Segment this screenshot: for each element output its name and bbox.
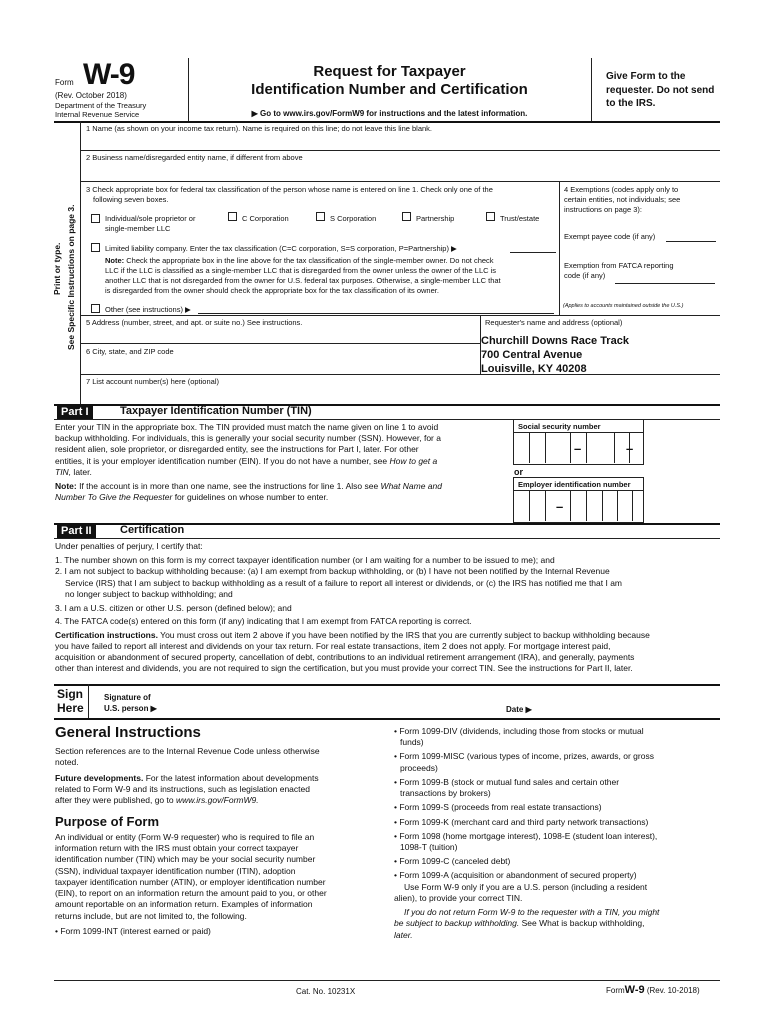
fatca-applies-note: (Applies to accounts maintained outside the U.S.) (563, 303, 684, 309)
line3-label-b: following seven boxes. (93, 195, 169, 204)
llc-classification-input[interactable] (510, 252, 556, 253)
print-or-type-label: Print or type. (52, 242, 62, 295)
llc-label: Limited liability company. Enter the tax classification (C=C corporation, S=S corporation, P=Partnership) ▶ (105, 244, 457, 253)
city-state-zip-input-area[interactable] (86, 357, 476, 371)
ssn-label: Social security number (518, 422, 601, 431)
requester-label: Requester's name and address (optional) (485, 318, 623, 327)
line1-label: 1 Name (as shown on your income tax return). Name is required on this line; do not leave this line blank. (86, 124, 433, 133)
general-instructions-heading: General Instructions (55, 724, 201, 741)
address-input-area[interactable] (86, 328, 476, 342)
part1-title: Taxpayer Identification Number (TIN) (120, 405, 312, 417)
part2-title: Certification (120, 524, 185, 536)
signature-label: Signature of U.S. person ▶ (104, 693, 157, 713)
requester-street: 700 Central Avenue (481, 349, 583, 361)
ssn-dash-2: – (626, 441, 634, 456)
line7-label: 7 List account number(s) here (optional) (86, 377, 219, 386)
c-corp-checkbox[interactable] (228, 212, 237, 221)
business-name-input-area[interactable] (86, 163, 716, 179)
account-number-input-area[interactable] (86, 387, 716, 401)
signature-input[interactable] (160, 690, 490, 714)
other-input[interactable] (198, 313, 554, 314)
line5-label: 5 Address (number, street, and apt. or suite no.) See instructions. (86, 318, 303, 327)
form-word: Form (55, 78, 74, 87)
part1-note: Note: If the account is in more than one name, see the instructions for line 1. Also see What Name and Number To Give the Requester for guidelines on whose number to enter. (55, 481, 442, 503)
section-references-text: Section references are to the Internal Revenue Code unless otherwise noted. (55, 746, 320, 768)
department: Department of the Treasury (55, 101, 147, 110)
form-title-line2: Identification Number and Certification (251, 81, 528, 98)
see-instructions-label: See Specific Instructions on page 3. (66, 204, 76, 350)
footer-form-id: FormW-9 (Rev. 10-2018) (606, 984, 700, 996)
exempt-payee-label: Exempt payee code (if any) (564, 232, 656, 241)
partnership-label: Partnership (416, 214, 455, 223)
fatca-label: Exemption from FATCA reporting code (if any) (564, 261, 674, 280)
purpose-text: An individual or entity (Form W-9 requester) who is required to file an information return with the IRS must obtain your correct taxpayer identification number (TIN) which may be your social security number (SSN), individual taxpayer identification number (ITIN), adoption taxpayer identification number (ATIN), or employer identification number (EIN), to report on an information return the amount paid to you, or other amount reportable on an information return. Examples of information returns include, but are not limited to, the following. • Form 1099-INT (interest earned or paid) (55, 832, 327, 936)
exempt-payee-input[interactable] (666, 241, 716, 242)
other-checkbox[interactable] (91, 304, 100, 313)
give-form-note: Give Form to the requester. Do not send to the IRS. (606, 71, 715, 109)
line3-label-a: 3 Check appropriate box for federal tax classification of the person whose name is entered on line 1. Check only one of the (86, 185, 493, 194)
certification-text: Under penalties of perjury, I certify that: 1. The number shown on this form is my correct taxpayer identification number (or I am waiting for a number to be issued to me); and 2. I am not subject to backup withholding because: (a) I am exempt from backup withholding, or (b) I have not been notified by the Internal Revenue Service (IRS) that I am subject to backup withholding as a result of a failure to report all interest or dividends, or (c) the IRS has notified me that I am no longer subject to backup withholding; and 3. I am a U.S. citizen or other U.S. person (defined below); and 4. The FATCA code(s) entered on this form (if any) indicating that I am exempt from FATCA reporting is correct. Certification instructions. You must cross out item 2 above if you have been notified by the IRS that you are currently subject to backup withholding because you have failed to report all interest and dividends on your tax return. For real estate transactions, item 2 does not apply. For mortgage interest paid, acquisition or abandonment of secured property, cancellation of debt, contributions to an individual retirement arrangement (IRA), and generally, payments other than interest and dividends, you are not required to sign the certification, but you must provide your correct TIN. See the instructions for Part II, later. (55, 541, 650, 674)
purpose-heading: Purpose of Form (55, 814, 160, 829)
ssn-label-box (513, 419, 644, 432)
part1-label: Part I (57, 405, 93, 419)
ein-dash: – (556, 499, 564, 514)
part2-label: Part II (57, 524, 96, 538)
part1-instructions: Enter your TIN in the appropriate box. The TIN provided must match the name given on line 1 to avoid backup withholding. For individuals, this is generally your social security number (SSN). However, for a resident alien, sole proprietor, or disregarded entity, see the instructions for Part I, later. For other entities, it is your employer identification number (EIN). If you do not have a number, see How to get a TIN, later. (55, 422, 441, 477)
or-label: or (514, 467, 523, 477)
llc-note: Note: Check the appropriate box in the line above for the tax classification of the single-member owner. Do not check LLC if the LLC is classified as a single-member LLC that is disregarded from the owner unless the owner of the LLC is another LLC that is not disregarded from the owner for U.S. federal tax purposes. Otherwise, a single-member LLC that is disregarded from the owner should check the appropriate box for the tax classification of its owner. (105, 256, 501, 295)
partnership-checkbox[interactable] (402, 212, 411, 221)
trust-estate-checkbox[interactable] (486, 212, 495, 221)
exemptions-label: 4 Exemptions (codes apply only to certain entities, not individuals; see instructions on page 3): (564, 185, 681, 214)
date-input[interactable] (540, 694, 715, 714)
revision-date: (Rev. October 2018) (55, 91, 127, 100)
name-input-area[interactable] (86, 133, 716, 149)
s-corp-checkbox[interactable] (316, 212, 325, 221)
ein-label-box (513, 477, 644, 490)
sign-here-label: Sign Here (57, 687, 84, 716)
instructions-link[interactable]: ▶ Go to www.irs.gov/FormW9 for instructions and the latest information. (251, 109, 528, 118)
ssn-dash-1: – (574, 441, 582, 456)
other-label: Other (see instructions) ▶ (105, 305, 191, 314)
line6-label: 6 City, state, and ZIP code (86, 347, 174, 356)
form-title-line1: Request for Taxpayer (313, 63, 466, 80)
irs-agency: Internal Revenue Service (55, 110, 140, 119)
requester-name: Churchill Downs Race Track (481, 335, 629, 347)
line2-label: 2 Business name/disregarded entity name, if different from above (86, 153, 303, 162)
ssn-input[interactable] (513, 432, 644, 465)
form-number: W-9 (83, 58, 135, 91)
trust-estate-label: Trust/estate (500, 214, 540, 223)
requester-city: Louisville, KY 40208 (481, 363, 587, 375)
c-corp-label: C Corporation (242, 214, 289, 223)
llc-checkbox[interactable] (91, 243, 100, 252)
fatca-code-input[interactable] (615, 283, 715, 284)
catalog-number: Cat. No. 10231X (296, 987, 356, 996)
individual-label: Individual/sole proprietor or single-member LLC (105, 214, 196, 233)
individual-checkbox[interactable] (91, 214, 100, 223)
s-corp-label: S Corporation (330, 214, 377, 223)
future-developments-text: Future developments. For the latest information about developments related to Form W-9 and its instructions, such as legislation enacted after they were published, go to www.irs.gov/FormW9. (55, 773, 319, 806)
ein-input[interactable] (513, 490, 644, 523)
date-label: Date ▶ (506, 705, 532, 714)
ein-label: Employer identification number (518, 480, 631, 489)
form-header (0, 0, 770, 130)
forms-list: • Form 1099-DIV (dividends, including those from stocks or mutual funds) • Form 1099-MISC (various types of income, prizes, awards, or gross proceeds) • Form 1099-B (stock or mutual fund sales and certain other transactions by brokers) • Form 1099-S (proceeds from real estate transactions) • Form 1099-K (merchant card and third party network transactions) • Form 1098 (home mortgage interest), 1098-E (student loan interest), 1098-T (tuition) • Form 1099-C (canceled debt) • Form 1099-A (acquisition or abandonment of secured property) Use Form W-9 only if you are a U.S. person (including a resident alien), to provide your correct TIN. If you do not return Form W-9 to the requester with a TIN, you might be subject to backup withholding. See What is backup withholding, later. (394, 726, 660, 940)
